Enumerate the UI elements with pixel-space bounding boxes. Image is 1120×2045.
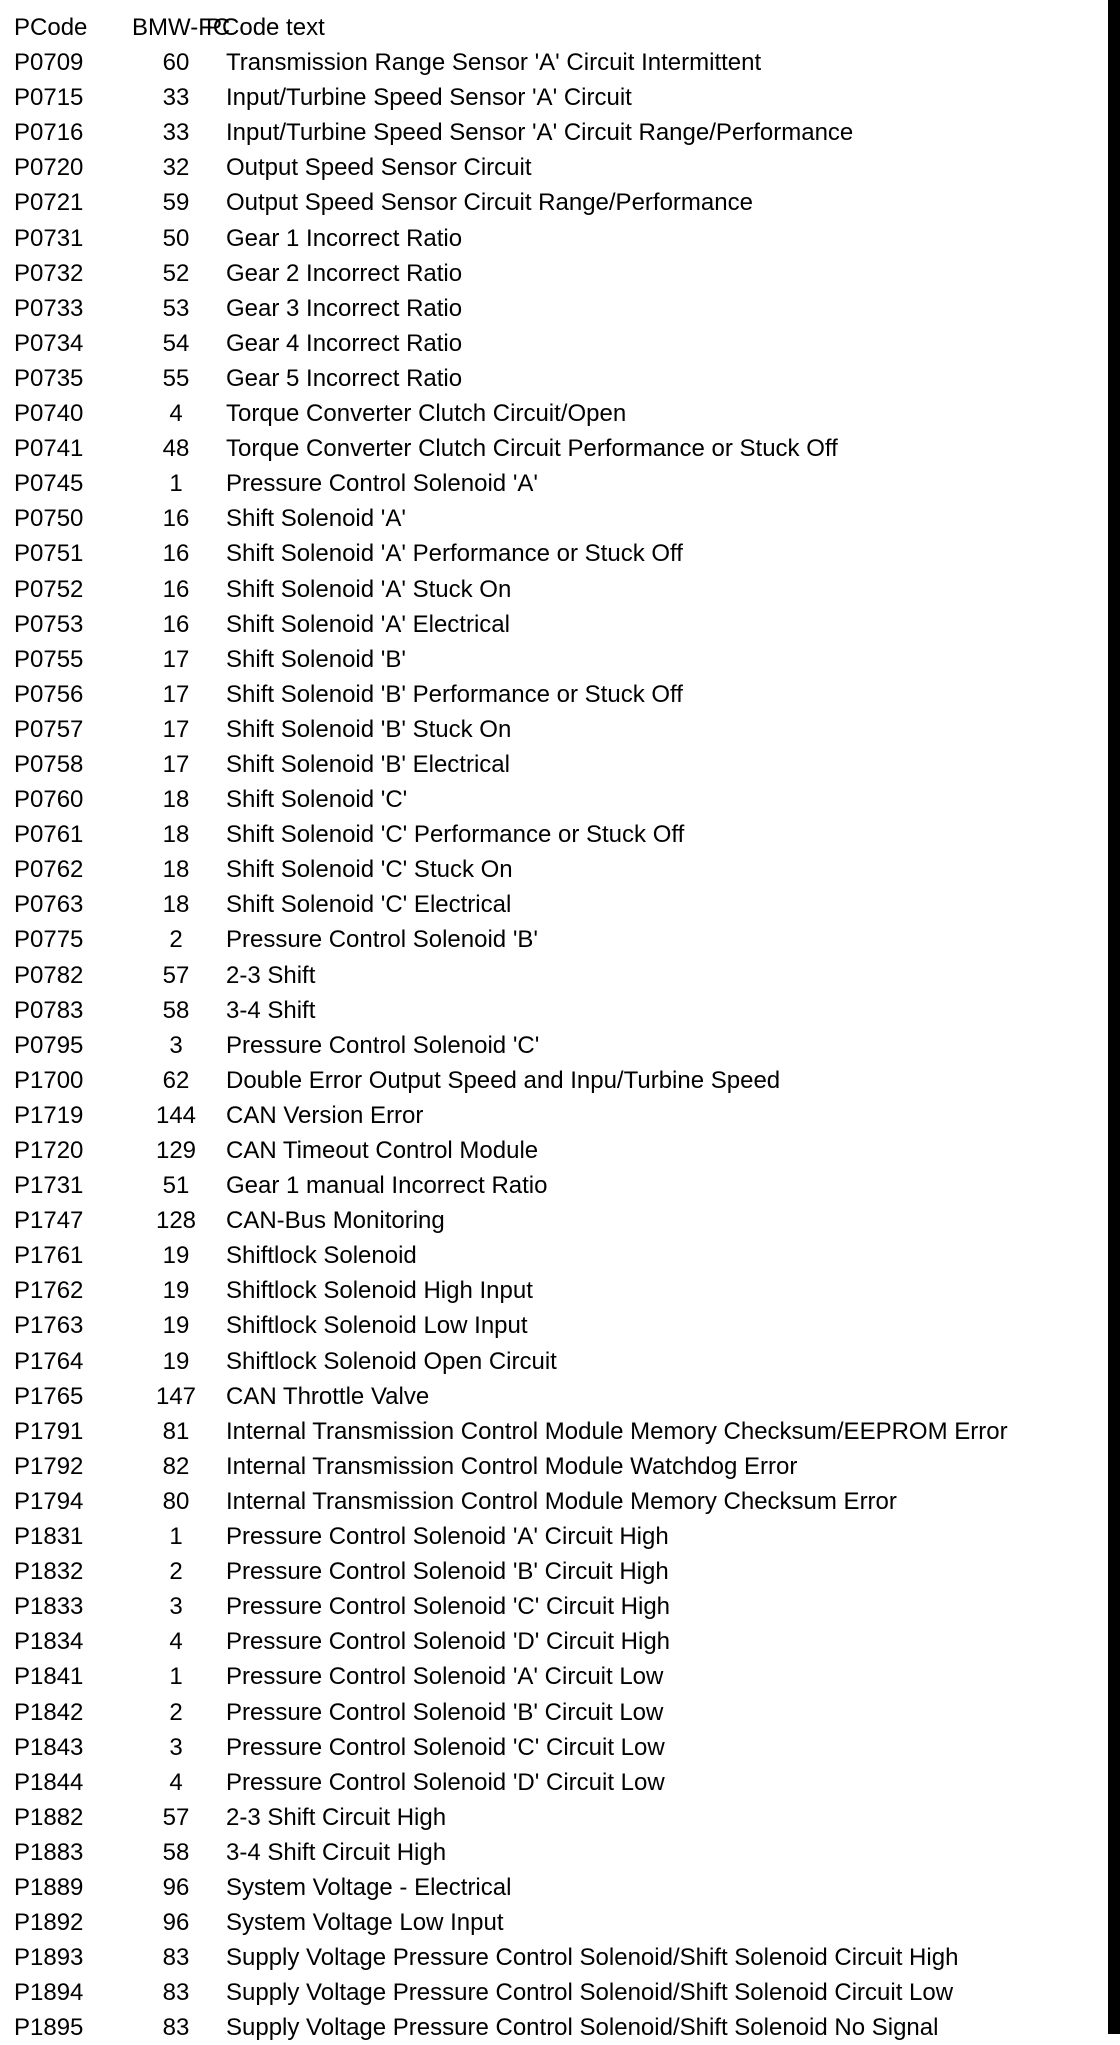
header-pcode: PCode xyxy=(14,14,88,41)
bmw-fc-cell: 19 xyxy=(162,1242,190,1270)
bmw-fc-cell: 57 xyxy=(162,1803,190,1831)
table-row xyxy=(14,115,1094,150)
pcode-cell: P1700 xyxy=(14,1066,84,1094)
pcode-text-cell: Pressure Control Solenoid 'D' Circuit High xyxy=(226,1628,671,1656)
pcode-cell: P1893 xyxy=(14,1944,84,1972)
table-row xyxy=(14,1905,1094,1940)
bmw-fc-cell: 54 xyxy=(162,329,190,357)
bmw-fc-cell: 2 xyxy=(169,1698,183,1726)
pcode-text-cell: Gear 1 manual Incorrect Ratio xyxy=(226,1172,548,1200)
bmw-fc-cell: 83 xyxy=(162,1979,190,2007)
bmw-fc-cell: 55 xyxy=(162,364,190,392)
bmw-fc-cell: 19 xyxy=(162,1347,190,1375)
pcode-cell: P0734 xyxy=(14,329,84,357)
pcode-text-cell: Torque Converter Clutch Circuit Performance or Stuck Off xyxy=(226,435,838,463)
table-row xyxy=(14,291,1094,326)
pcode-cell: P1763 xyxy=(14,1312,84,1340)
pcode-cell: P0775 xyxy=(14,926,84,954)
table-row xyxy=(14,1414,1094,1449)
table-row xyxy=(14,1168,1094,1203)
table-row xyxy=(14,1659,1094,1694)
pcode-cell: P0716 xyxy=(14,119,84,147)
bmw-fc-cell: 144 xyxy=(155,1101,197,1129)
pcode-text-cell: System Voltage - Electrical xyxy=(226,1873,512,1901)
pcode-text-cell: Internal Transmission Control Module Watchdog Error xyxy=(226,1452,798,1480)
table-row xyxy=(14,256,1094,291)
bmw-fc-cell: 16 xyxy=(162,610,190,638)
bmw-fc-cell: 81 xyxy=(162,1417,190,1445)
pcode-cell: P1731 xyxy=(14,1172,84,1200)
table-row xyxy=(14,431,1094,466)
table-row xyxy=(14,1449,1094,1484)
table-body xyxy=(14,45,1094,2045)
pcode-text-cell: 3-4 Shift Circuit High xyxy=(226,1838,447,1866)
pcode-text-cell: Shift Solenoid 'A' Electrical xyxy=(226,610,510,638)
pcode-cell: P0753 xyxy=(14,610,84,638)
table-row xyxy=(14,45,1094,80)
pcode-text-cell: Supply Voltage Pressure Control Solenoid/Shift Solenoid Circuit Low xyxy=(226,1979,954,2007)
table-row xyxy=(14,326,1094,361)
pcode-cell: P0757 xyxy=(14,715,84,743)
pcode-text-cell: 2-3 Shift Circuit High xyxy=(226,1803,447,1831)
bmw-fc-cell: 96 xyxy=(162,1873,190,1901)
bmw-fc-cell: 18 xyxy=(162,786,190,814)
pcode-text-cell: Pressure Control Solenoid 'A' Circuit Low xyxy=(226,1663,664,1691)
pcode-cell: P1834 xyxy=(14,1628,84,1656)
bmw-fc-cell: 16 xyxy=(162,575,190,603)
bmw-fc-cell: 18 xyxy=(162,821,190,849)
table-row xyxy=(14,782,1094,817)
bmw-fc-cell: 32 xyxy=(162,154,190,182)
bmw-fc-cell: 16 xyxy=(162,505,190,533)
bmw-fc-cell: 17 xyxy=(162,645,190,673)
pcode-text-cell: Shiftlock Solenoid High Input xyxy=(226,1277,533,1305)
pcode-cell: P0756 xyxy=(14,680,84,708)
bmw-fc-cell: 2 xyxy=(169,1558,183,1586)
pcode-cell: P1719 xyxy=(14,1101,84,1129)
pcode-text-cell: Transmission Range Sensor 'A' Circuit Intermittent xyxy=(226,49,762,77)
table-row xyxy=(14,993,1094,1028)
pcode-cell: P1841 xyxy=(14,1663,84,1691)
table-row xyxy=(14,1554,1094,1589)
pcode-cell: P0721 xyxy=(14,189,84,217)
bmw-fc-cell: 128 xyxy=(155,1207,197,1235)
bmw-fc-cell: 4 xyxy=(169,400,183,428)
table-row xyxy=(14,1379,1094,1414)
table-row xyxy=(14,2010,1094,2045)
pcode-text-cell: Double Error Output Speed and Inpu/Turbine Speed xyxy=(226,1066,781,1094)
table-row xyxy=(14,150,1094,185)
pcode-cell: P1792 xyxy=(14,1452,84,1480)
pcode-text-cell: Supply Voltage Pressure Control Solenoid/Shift Solenoid Circuit High xyxy=(226,1944,959,1972)
pcode-text-cell: Pressure Control Solenoid 'B' Circuit High xyxy=(226,1558,669,1586)
pcode-text-cell: 3-4 Shift xyxy=(226,996,316,1024)
pcode-cell: P1892 xyxy=(14,1909,84,1937)
pcode-text-cell: Shift Solenoid 'A' Stuck On xyxy=(226,575,512,603)
table-row xyxy=(14,1063,1094,1098)
pcode-cell: P1889 xyxy=(14,1873,84,1901)
pcode-text-cell: System Voltage Low Input xyxy=(226,1909,504,1937)
pcode-text-cell: Shiftlock Solenoid Low Input xyxy=(226,1312,528,1340)
bmw-fc-cell: 82 xyxy=(162,1452,190,1480)
pcode-cell: P0762 xyxy=(14,856,84,884)
bmw-fc-cell: 19 xyxy=(162,1312,190,1340)
pcode-table xyxy=(14,10,1094,2045)
header-bmw-fc: BMW-FC xyxy=(132,14,231,41)
pcode-text-cell: Shift Solenoid 'B' Stuck On xyxy=(226,715,512,743)
pcode-text-cell: Pressure Control Solenoid 'C' xyxy=(226,1031,540,1059)
pcode-text-cell: Input/Turbine Speed Sensor 'A' Circuit Range/Performance xyxy=(226,119,854,147)
table-row xyxy=(14,572,1094,607)
pcode-text-cell: Shift Solenoid 'B' xyxy=(226,645,406,673)
pcode-text-cell: Output Speed Sensor Circuit Range/Performance xyxy=(226,189,753,217)
pcode-cell: P0735 xyxy=(14,364,84,392)
bmw-fc-cell: 51 xyxy=(162,1172,190,1200)
bmw-fc-cell: 18 xyxy=(162,856,190,884)
pcode-cell: P1895 xyxy=(14,2014,84,2042)
bmw-fc-cell: 50 xyxy=(162,224,190,252)
table-row xyxy=(14,817,1094,852)
table-row xyxy=(14,536,1094,571)
bmw-fc-cell: 1 xyxy=(169,1523,183,1551)
table-row xyxy=(14,1870,1094,1905)
bmw-fc-cell: 83 xyxy=(162,2014,190,2042)
table-row xyxy=(14,1344,1094,1379)
table-row xyxy=(14,1624,1094,1659)
table-row xyxy=(14,1730,1094,1765)
pcode-cell: P0758 xyxy=(14,750,84,778)
bmw-fc-cell: 48 xyxy=(162,435,190,463)
pcode-text-cell: Shiftlock Solenoid xyxy=(226,1242,417,1270)
table-row xyxy=(14,712,1094,747)
pcode-text-cell: Pressure Control Solenoid 'A' Circuit High xyxy=(226,1523,669,1551)
table-header-row xyxy=(14,10,1094,45)
table-row xyxy=(14,852,1094,887)
pcode-text-cell: Gear 4 Incorrect Ratio xyxy=(226,329,463,357)
pcode-text-cell: Pressure Control Solenoid 'B' xyxy=(226,926,538,954)
pcode-cell: P1747 xyxy=(14,1207,84,1235)
pcode-cell: P1843 xyxy=(14,1733,84,1761)
pcode-text-cell: Pressure Control Solenoid 'C' Circuit Low xyxy=(226,1733,665,1761)
table-row xyxy=(14,221,1094,256)
pcode-cell: P0731 xyxy=(14,224,84,252)
pcode-text-cell: Internal Transmission Control Module Memory Checksum Error xyxy=(226,1487,897,1515)
table-row xyxy=(14,1519,1094,1554)
pcode-text-cell: Gear 5 Incorrect Ratio xyxy=(226,364,463,392)
table-row xyxy=(14,1835,1094,1870)
table-row xyxy=(14,396,1094,431)
bmw-fc-cell: 62 xyxy=(162,1066,190,1094)
bmw-fc-cell: 83 xyxy=(162,1944,190,1972)
pcode-text-cell: Shift Solenoid 'C' Electrical xyxy=(226,891,512,919)
pcode-cell: P1762 xyxy=(14,1277,84,1305)
table-row xyxy=(14,922,1094,957)
bmw-fc-cell: 52 xyxy=(162,259,190,287)
bmw-fc-cell: 18 xyxy=(162,891,190,919)
pcode-text-cell: Gear 2 Incorrect Ratio xyxy=(226,259,463,287)
pcode-cell: P1831 xyxy=(14,1523,84,1551)
pcode-cell: P0783 xyxy=(14,996,84,1024)
pcode-cell: P0733 xyxy=(14,294,84,322)
bmw-fc-cell: 4 xyxy=(169,1768,183,1796)
pcode-cell: P0732 xyxy=(14,259,84,287)
table-row xyxy=(14,1484,1094,1519)
pcode-cell: P0761 xyxy=(14,821,84,849)
table-row xyxy=(14,1133,1094,1168)
pcode-cell: P0740 xyxy=(14,400,84,428)
pcode-text-cell: Pressure Control Solenoid 'B' Circuit Low xyxy=(226,1698,664,1726)
pcode-text-cell: Input/Turbine Speed Sensor 'A' Circuit xyxy=(226,84,632,112)
pcode-cell: P0755 xyxy=(14,645,84,673)
pcode-text-cell: CAN-Bus Monitoring xyxy=(226,1207,445,1235)
table-row xyxy=(14,466,1094,501)
table-row xyxy=(14,642,1094,677)
bmw-fc-cell: 1 xyxy=(169,470,183,498)
pcode-text-cell: Internal Transmission Control Module Memory Checksum/EEPROM Error xyxy=(226,1417,1008,1445)
pcode-cell: P1844 xyxy=(14,1768,84,1796)
bmw-fc-cell: 3 xyxy=(169,1593,183,1621)
bmw-fc-cell: 17 xyxy=(162,750,190,778)
table-row xyxy=(14,1308,1094,1343)
table-row xyxy=(14,747,1094,782)
pcode-cell: P0750 xyxy=(14,505,84,533)
bmw-fc-cell: 80 xyxy=(162,1487,190,1515)
bmw-fc-cell: 59 xyxy=(162,189,190,217)
pcode-cell: P0751 xyxy=(14,540,84,568)
table-row xyxy=(14,958,1094,993)
pcode-cell: P0782 xyxy=(14,961,84,989)
pcode-text-cell: Shift Solenoid 'A' xyxy=(226,505,406,533)
table-row xyxy=(14,1238,1094,1273)
table-row xyxy=(14,1800,1094,1835)
bmw-fc-cell: 33 xyxy=(162,119,190,147)
pcode-text-cell: 2-3 Shift xyxy=(226,961,316,989)
pcode-cell: P1764 xyxy=(14,1347,84,1375)
pcode-text-cell: Shift Solenoid 'C' xyxy=(226,786,408,814)
bmw-fc-cell: 4 xyxy=(169,1628,183,1656)
pcode-text-cell: Gear 1 Incorrect Ratio xyxy=(226,224,463,252)
pcode-text-cell: CAN Timeout Control Module xyxy=(226,1137,539,1164)
bmw-fc-cell: 1 xyxy=(169,1663,183,1691)
table-row xyxy=(14,607,1094,642)
pcode-text-cell: Torque Converter Clutch Circuit/Open xyxy=(226,400,627,428)
pcode-cell: P0745 xyxy=(14,470,84,498)
pcode-cell: P1894 xyxy=(14,1979,84,2007)
table-row xyxy=(14,501,1094,536)
table-row xyxy=(14,677,1094,712)
table-row xyxy=(14,1098,1094,1133)
bmw-fc-cell: 60 xyxy=(162,49,190,77)
pcode-cell: P0741 xyxy=(14,435,84,463)
pcode-cell: P0720 xyxy=(14,154,84,182)
table-row xyxy=(14,1695,1094,1730)
pcode-cell: P1794 xyxy=(14,1487,84,1515)
table-row xyxy=(14,1940,1094,1975)
pcode-cell: P1882 xyxy=(14,1803,84,1831)
bmw-fc-cell: 19 xyxy=(162,1277,190,1305)
table-row xyxy=(14,361,1094,396)
table-row xyxy=(14,1589,1094,1624)
pcode-cell: P1842 xyxy=(14,1698,84,1726)
pcode-cell: P1883 xyxy=(14,1838,84,1866)
bmw-fc-cell: 17 xyxy=(162,680,190,708)
pcode-text-cell: Shift Solenoid 'B' Performance or Stuck Off xyxy=(226,680,683,708)
table-row xyxy=(14,1765,1094,1800)
bmw-fc-cell: 58 xyxy=(162,996,190,1024)
pcode-text-cell: Pressure Control Solenoid 'A' xyxy=(226,470,538,498)
pcode-cell: P1833 xyxy=(14,1593,84,1621)
bmw-fc-cell: 16 xyxy=(162,540,190,568)
table-row xyxy=(14,887,1094,922)
pcode-cell: P0715 xyxy=(14,84,84,112)
pcode-text-cell: Shift Solenoid 'B' Electrical xyxy=(226,750,510,778)
right-edge-bar xyxy=(1108,0,1120,2034)
pcode-cell: P1720 xyxy=(14,1137,84,1164)
bmw-fc-cell: 58 xyxy=(162,1838,190,1866)
bmw-fc-cell: 3 xyxy=(169,1733,183,1761)
pcode-cell: P0795 xyxy=(14,1031,84,1059)
bmw-fc-cell: 96 xyxy=(162,1909,190,1937)
pcode-cell: P0760 xyxy=(14,786,84,814)
pcode-text-cell: Shiftlock Solenoid Open Circuit xyxy=(226,1347,557,1375)
pcode-text-cell: Gear 3 Incorrect Ratio xyxy=(226,294,463,322)
pcode-text-cell: CAN Throttle Valve xyxy=(226,1382,430,1410)
pcode-cell: P1761 xyxy=(14,1242,84,1270)
bmw-fc-cell: 3 xyxy=(169,1031,183,1059)
table-row xyxy=(14,1975,1094,2010)
table-row xyxy=(14,80,1094,115)
pcode-text-cell: Pressure Control Solenoid 'C' Circuit High xyxy=(226,1593,671,1621)
pcode-text-cell: Shift Solenoid 'C' Performance or Stuck Off xyxy=(226,821,685,849)
header-pcode-text: PCode text xyxy=(206,14,325,41)
pcode-text-cell: Output Speed Sensor Circuit xyxy=(226,154,532,182)
table-row xyxy=(14,185,1094,220)
pcode-cell: P0709 xyxy=(14,49,84,77)
pcode-cell: P1832 xyxy=(14,1558,84,1586)
pcode-cell: P1791 xyxy=(14,1417,84,1445)
bmw-fc-cell: 129 xyxy=(155,1137,197,1164)
pcode-text-cell: Supply Voltage Pressure Control Solenoid/Shift Solenoid No Signal xyxy=(226,2014,939,2042)
table-row xyxy=(14,1028,1094,1063)
bmw-fc-cell: 57 xyxy=(162,961,190,989)
bmw-fc-cell: 17 xyxy=(162,715,190,743)
pcode-cell: P1765 xyxy=(14,1382,84,1410)
pcode-text-cell: Pressure Control Solenoid 'D' Circuit Low xyxy=(226,1768,665,1796)
table-row xyxy=(14,1203,1094,1238)
pcode-text-cell: CAN Version Error xyxy=(226,1101,424,1129)
bmw-fc-cell: 2 xyxy=(169,926,183,954)
bmw-fc-cell: 33 xyxy=(162,84,190,112)
bmw-fc-cell: 53 xyxy=(162,294,190,322)
table-row xyxy=(14,1273,1094,1308)
bmw-fc-cell: 147 xyxy=(155,1382,197,1410)
pcode-text-cell: Shift Solenoid 'C' Stuck On xyxy=(226,856,513,884)
pcode-cell: P0763 xyxy=(14,891,84,919)
pcode-text-cell: Shift Solenoid 'A' Performance or Stuck Off xyxy=(226,540,683,568)
pcode-cell: P0752 xyxy=(14,575,84,603)
